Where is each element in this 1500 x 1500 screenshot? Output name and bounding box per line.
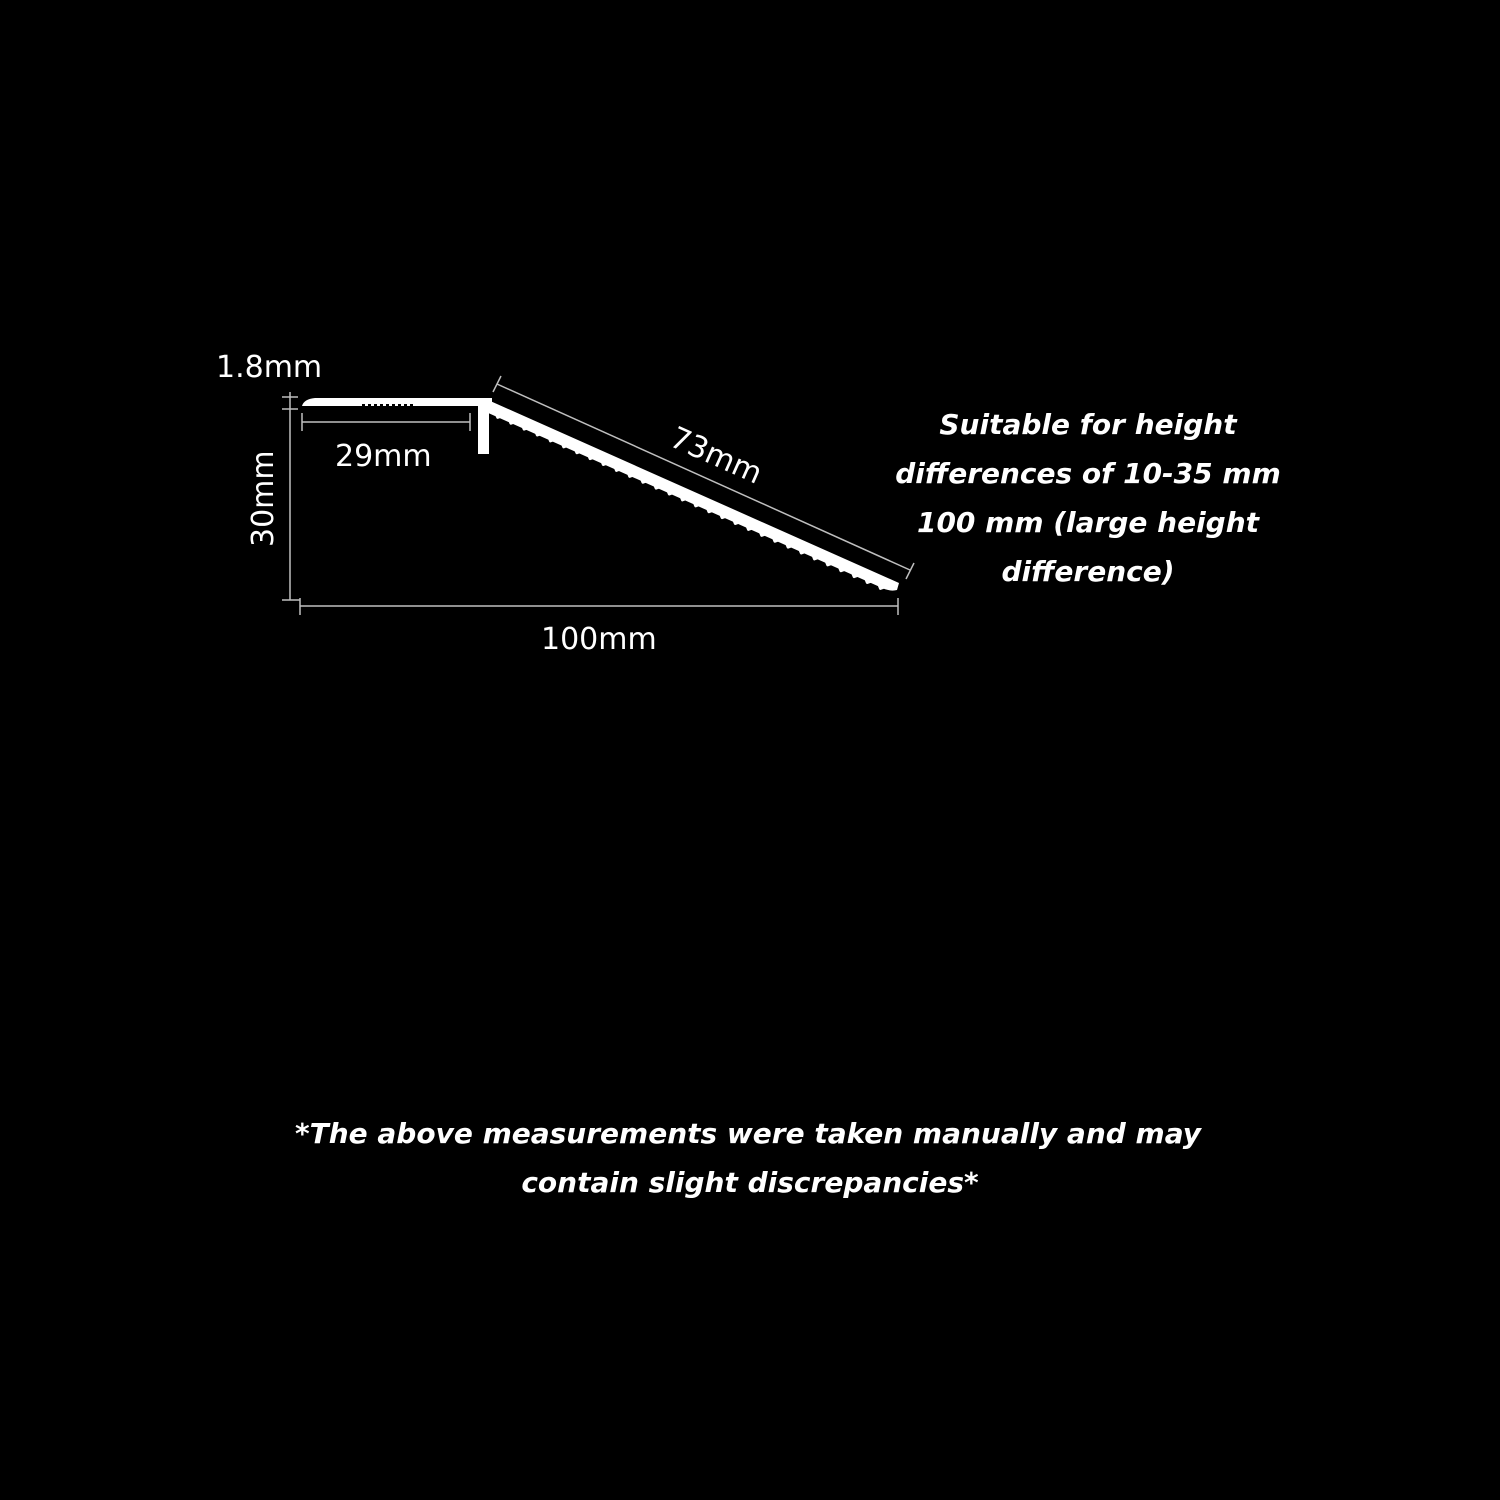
slope-dimension-line bbox=[497, 384, 910, 570]
ramp-profile bbox=[302, 398, 899, 591]
profile-top-dots bbox=[362, 404, 413, 406]
measurement-disclaimer bbox=[295, 1117, 1203, 1199]
note-line: difference) bbox=[1001, 555, 1175, 588]
thickness-label: 1.8mm bbox=[216, 350, 323, 385]
slope-length-label: 73mm bbox=[664, 420, 768, 492]
slope-tick-start bbox=[493, 376, 501, 392]
note-line: 100 mm (large height bbox=[916, 506, 1260, 539]
dimension-lines bbox=[282, 376, 914, 615]
height-label: 30mm bbox=[246, 450, 281, 547]
top-width-label: 29mm bbox=[335, 439, 432, 474]
note-line: differences of 10-35 mm bbox=[895, 457, 1281, 490]
suitability-note bbox=[895, 408, 1281, 588]
note-line: Suitable for height bbox=[939, 408, 1237, 441]
total-width-label: 100mm bbox=[541, 622, 657, 657]
footnote-line: *The above measurements were taken manually and may bbox=[294, 1117, 1202, 1150]
profile-top-plate bbox=[302, 398, 492, 409]
footnote-line: contain slight discrepancies* bbox=[521, 1166, 979, 1199]
slope-tick-end bbox=[906, 563, 914, 579]
